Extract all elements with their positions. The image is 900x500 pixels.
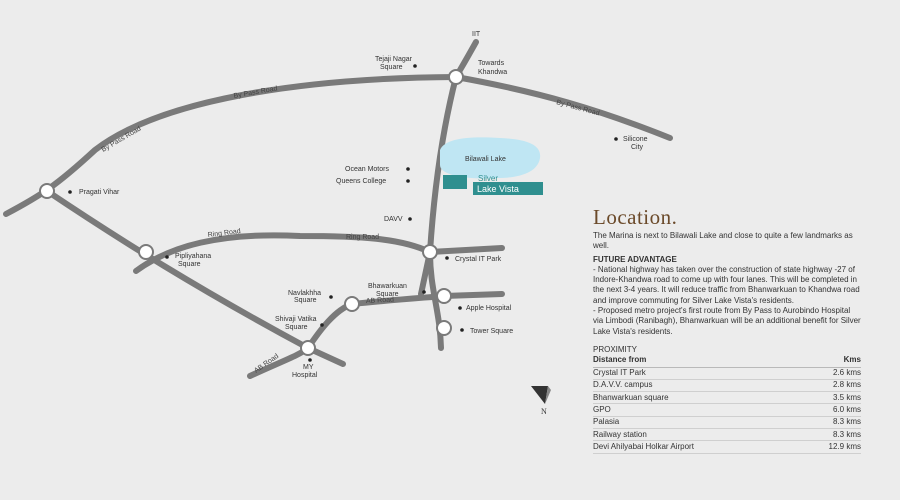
road-label-ab-1: AB Road <box>365 296 395 305</box>
road-label-bypass-1: By Pass Road <box>233 85 279 100</box>
proximity-head-right: Kms <box>843 355 861 365</box>
roads <box>6 42 670 376</box>
label-davv: DAVV <box>384 216 403 223</box>
proximity-row <box>593 392 861 404</box>
node-tejaji <box>449 70 463 84</box>
road-label-ring-2: Ring Road <box>346 234 380 241</box>
label-bhawarkuan-1: Bhawarkuan <box>368 283 407 290</box>
label-tejaji-2: Square <box>380 64 403 71</box>
proximity-place: Bhanwarkuan square <box>593 392 669 402</box>
highway-north <box>430 42 476 348</box>
label-silicone-2: City <box>631 144 644 151</box>
proximity-place: GPO <box>593 404 611 414</box>
node-bhawarkuan <box>437 289 451 303</box>
north-arrow-icon <box>531 386 551 416</box>
label-apple: Apple Hospital <box>466 305 512 312</box>
proximity-dist: 2.6 kms <box>832 368 861 378</box>
label-ocean: Ocean Motors <box>345 166 389 173</box>
label-shivaji-2: Square <box>285 324 308 331</box>
future-heading: FUTURE ADVANTAGE <box>593 254 677 264</box>
label-iit: IIT <box>472 31 481 38</box>
node-pragati <box>40 184 54 198</box>
node-tower <box>437 321 451 335</box>
node-my <box>301 341 315 355</box>
label-khandwa-1: Towards <box>478 60 505 67</box>
future-point: - Proposed metro project's first route from By Pass to Aurobindo Hospital via Limbodi (Ranibagh), Bhanwarkuan will be an additional benefit for Silver Lake Vista's residents. <box>593 306 861 336</box>
proximity-row <box>593 417 861 429</box>
proximity-dist: 12.9 kms <box>828 441 861 451</box>
proximity-header <box>593 355 861 367</box>
road-pragati-my <box>47 191 343 364</box>
label-shivaji-1: Shivaji Vatika <box>275 316 317 323</box>
logo-word-1: Silver <box>478 174 499 183</box>
label-pragati: Pragati Vihar <box>79 189 120 196</box>
proximity-place: Devi Ahilyabai Holkar Airport <box>593 441 694 451</box>
label-silicone-1: Silicone <box>623 136 648 143</box>
location-panel <box>593 205 861 454</box>
proximity-title: PROXIMITY <box>593 344 638 354</box>
proximity-row <box>593 429 861 441</box>
label-my-2: Hospital <box>292 372 318 379</box>
proximity-dist: 3.5 kms <box>832 392 861 402</box>
label-crystal: Crystal IT Park <box>455 256 502 263</box>
label-tower: Tower Square <box>470 328 514 335</box>
bypass-road-west <box>6 77 456 214</box>
label-tejaji-1: Tejaji Nagar <box>375 56 412 63</box>
label-bhawarkuan-2: Square <box>376 291 399 298</box>
north-label: N <box>541 407 547 416</box>
label-queens: Queens College <box>336 178 387 185</box>
label-khandwa-2: Khandwa <box>478 69 508 76</box>
lake-label: Bilawali Lake <box>465 156 506 163</box>
label-pipliyahana-2: Square <box>178 261 201 268</box>
proximity-place: Palasia <box>593 417 620 427</box>
proximity-row <box>593 404 861 416</box>
label-my-1: MY <box>303 364 314 371</box>
node-navlakha <box>345 297 359 311</box>
future-point: - National highway has taken over the construction of state highway -27 of Indore-Khandwa road to come up with four lanes. This will be completed in the next 3-4 years. It will reduce traffic from Bhanwarkuan to Khandwa road and improve commuting for Silver Lake Vista's residents. <box>593 264 860 305</box>
proximity-row <box>593 441 861 453</box>
road-label-bypass-2: By Pass Road <box>100 125 143 154</box>
place-dots <box>68 64 618 362</box>
logo-word-2: Lake Vista <box>477 184 519 194</box>
silver-lake-vista-logo <box>443 174 543 195</box>
proximity-place: Railway station <box>593 429 647 439</box>
proximity-dist: 8.3 kms <box>832 417 861 427</box>
intersections <box>40 70 463 355</box>
label-navlakha-1: Navlakhha <box>288 290 322 297</box>
proximity-place: Crystal IT Park <box>593 368 646 378</box>
proximity-place: D.A.V.V. campus <box>593 380 653 390</box>
label-pipliyahana-1: Pipliyahana <box>175 253 212 260</box>
road-label-ring-1: Ring Road <box>207 228 242 239</box>
proximity-head-left: Distance from <box>593 355 647 365</box>
label-navlakha-2: Square <box>294 297 317 304</box>
proximity-dist: 6.0 kms <box>832 404 861 414</box>
panel-intro: The Marina is next to Bilawali Lake and close to quite a few landmarks as well. <box>593 231 853 251</box>
node-crystal <box>423 245 437 259</box>
proximity-dist: 2.8 kms <box>832 380 861 390</box>
panel-title: Location. <box>593 205 678 229</box>
road-label-bypass-3: By Pass Road <box>555 99 601 118</box>
road-label-ab-2: AB Road <box>253 352 281 375</box>
proximity-row <box>593 368 861 380</box>
proximity-dist: 8.3 kms <box>832 429 861 439</box>
node-pipliyahana <box>139 245 153 259</box>
proximity-row <box>593 380 861 392</box>
